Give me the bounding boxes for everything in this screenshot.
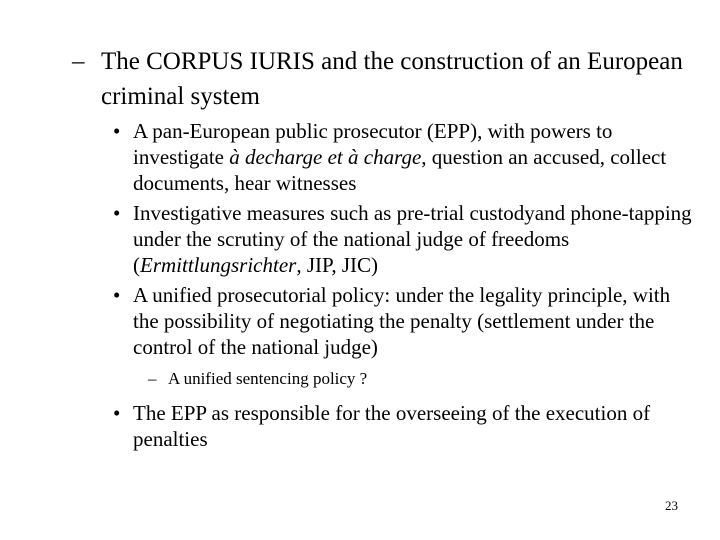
heading-text: The CORPUS IURIS and the construction of an European criminal system	[101, 48, 683, 110]
bullet-marker: •	[113, 119, 121, 143]
sub-bullet-marker: –	[148, 369, 157, 388]
bullet-text-2b: , JIP, JIC)	[296, 253, 379, 277]
bullet-marker: •	[113, 201, 121, 225]
bullet-marker: •	[113, 283, 121, 307]
bullet-item	[113, 400, 693, 452]
bullet-text-1b: , question an accused, collect documents, hear witnesses	[133, 145, 667, 195]
sub-bullet-item	[148, 368, 693, 390]
bullet-marker: •	[113, 401, 121, 425]
bullet-text-1a: A pan-European public prosecutor (EPP), with powers to investigate	[133, 119, 613, 169]
bullet-text-3: A unified prosecutorial policy: under the legality principle, with the possibility of negotiating the penalty (settlement under the control of the national judge)	[133, 283, 671, 359]
heading-dash-marker: –	[72, 48, 85, 75]
slide-heading	[72, 44, 701, 114]
page-number: 23	[665, 498, 678, 513]
bullet-text-4: The EPP as responsible for the overseeing of the execution of penalties	[133, 401, 651, 451]
bullet-text-2a: Investigative measures such as pre-trial custodyand phone-tapping under the scrutiny of the national judge of freedoms (	[133, 201, 692, 277]
sub-bullet-text: A unified sentencing policy ?	[168, 369, 368, 388]
bullet-italic-phrase: à decharge et à charge	[229, 145, 422, 169]
bullet-item	[113, 118, 693, 196]
bullet-list	[113, 118, 693, 456]
bullet-item	[113, 282, 693, 360]
bullet-italic-term: Ermittlungsrichter	[140, 253, 297, 277]
bullet-item	[113, 200, 693, 278]
